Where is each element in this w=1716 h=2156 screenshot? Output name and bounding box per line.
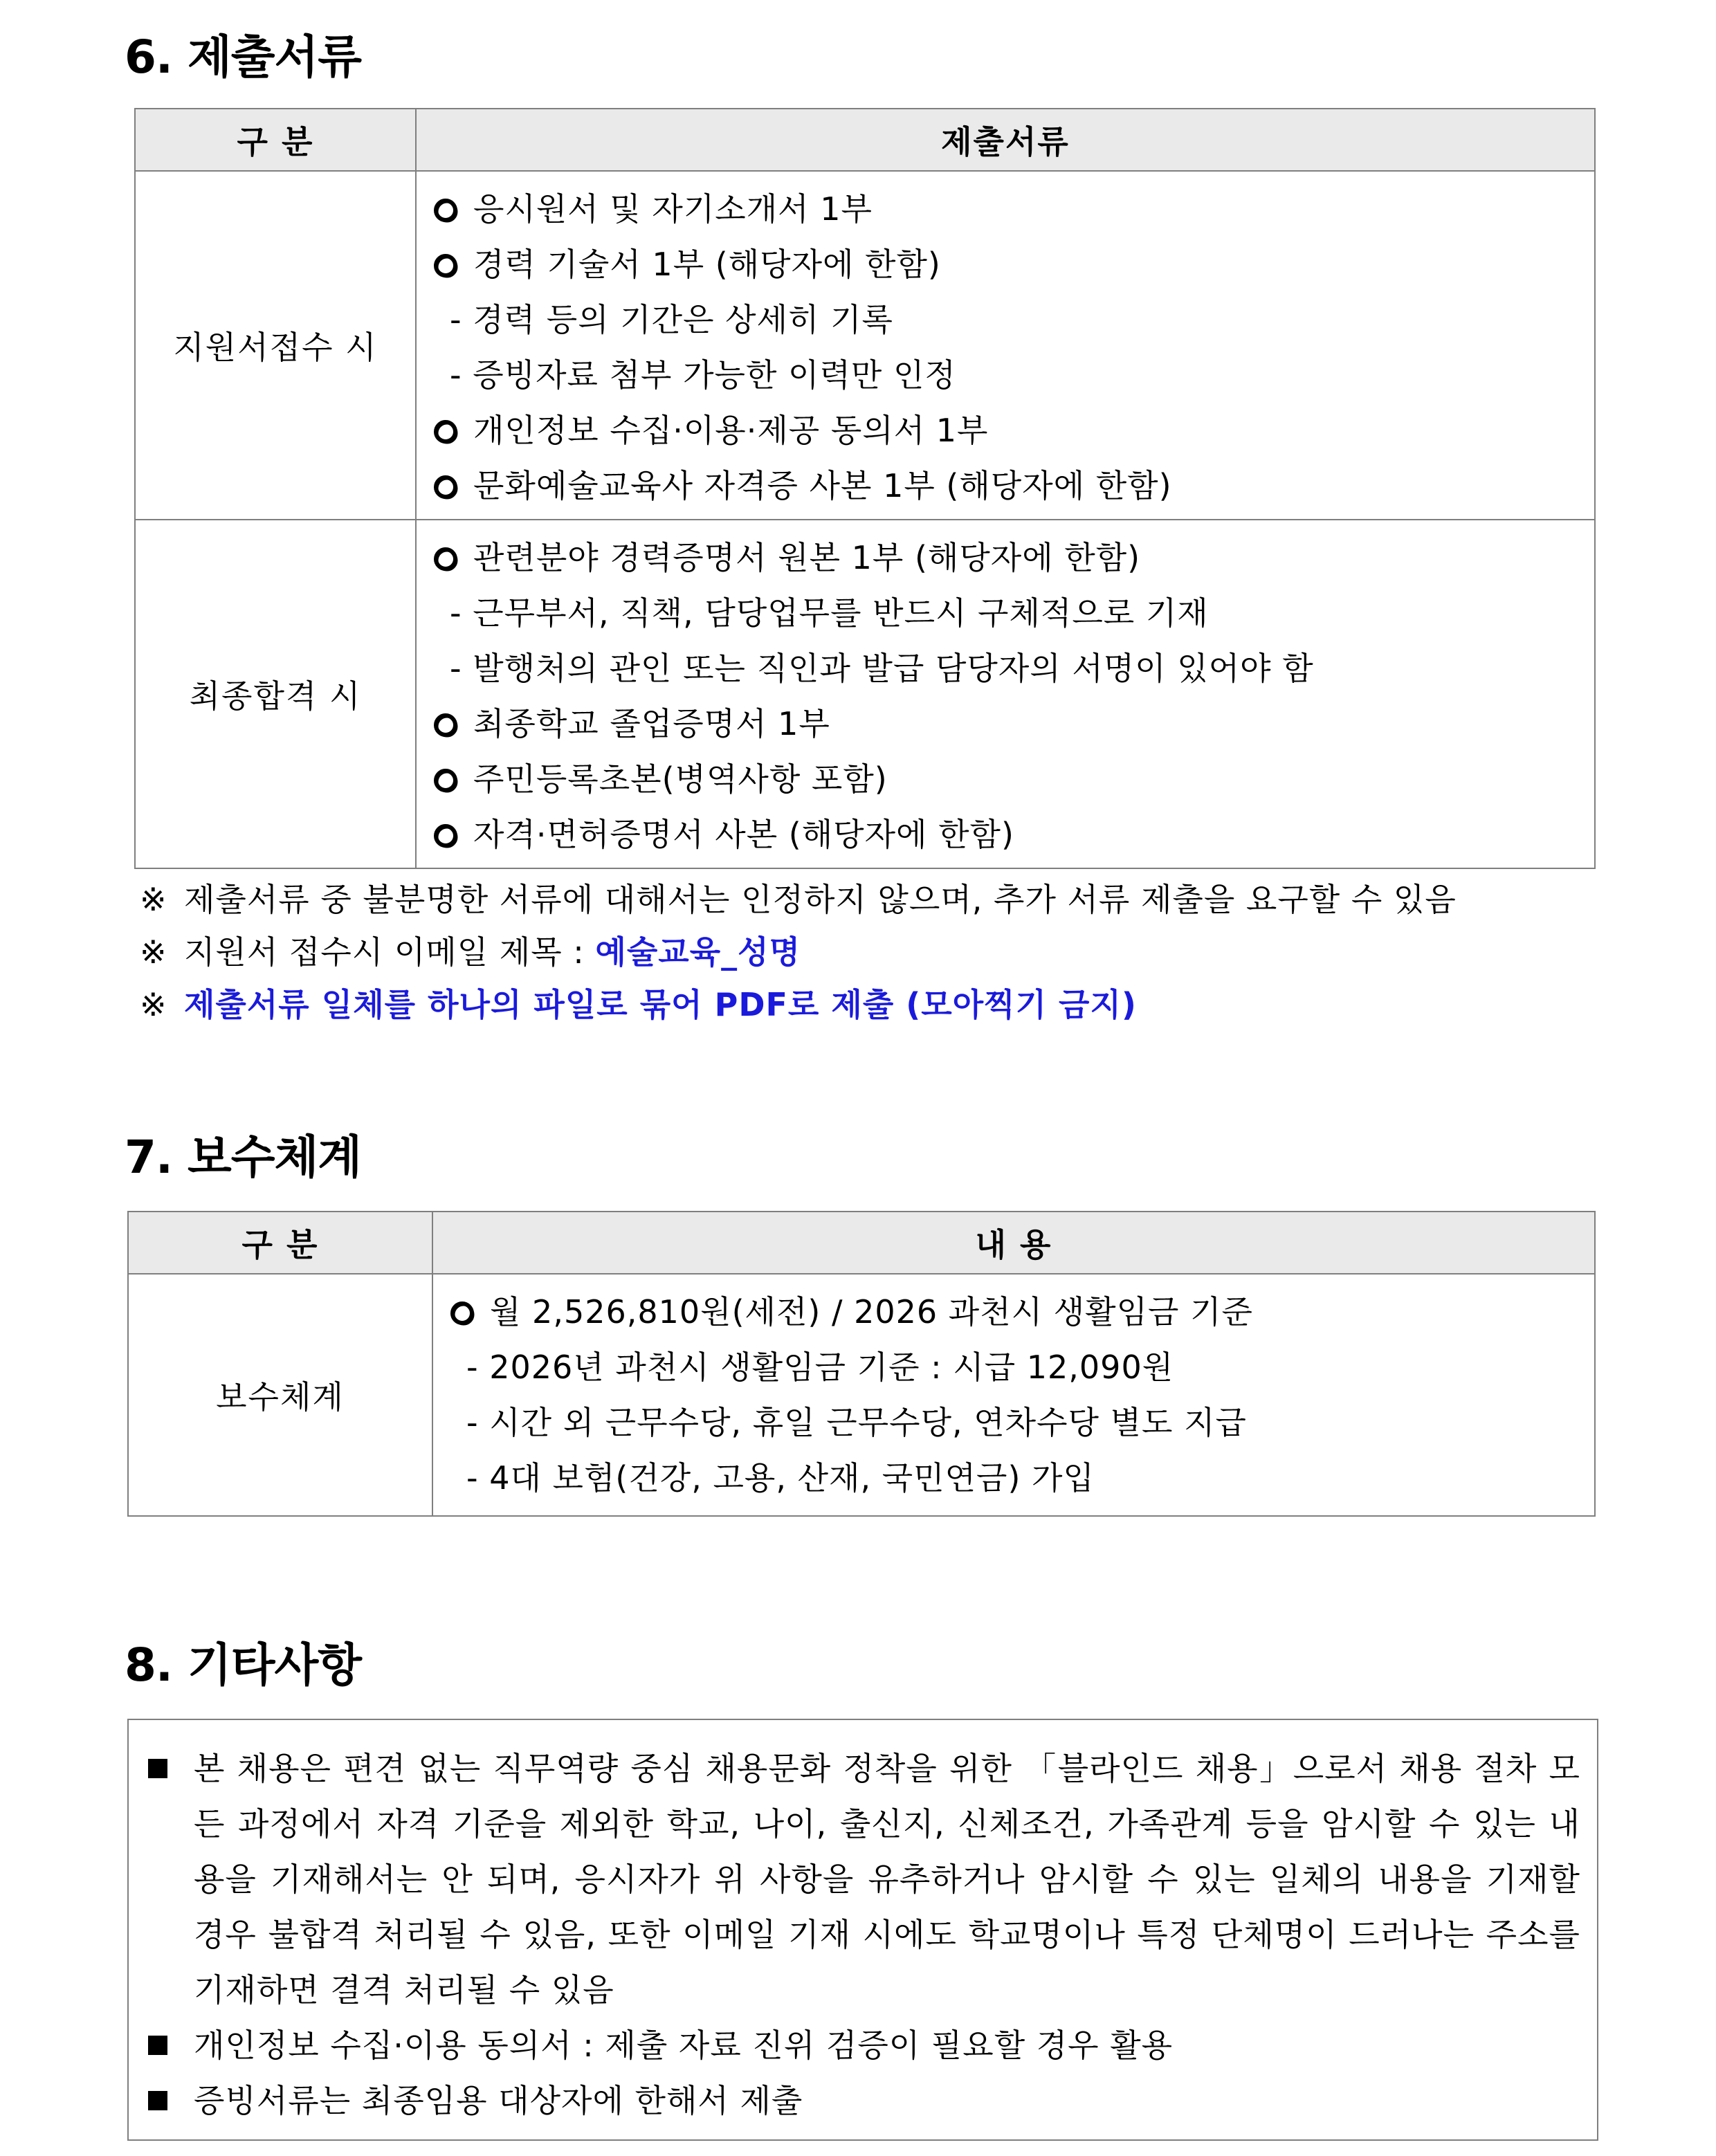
list-subitem: - 시간 외 근무수당, 휴일 근무수당, 연차수당 별도 지급 [466, 1404, 1247, 1441]
table-row [135, 171, 1595, 520]
salary-table [127, 1211, 1596, 1517]
circle-bullet-icon [433, 547, 458, 572]
list-item: 개인정보 수집·이용 동의서 : 제출 자료 진위 검증이 필요할 경우 활용 [145, 2018, 1580, 2073]
row-label-salary: 보수체계 [128, 1274, 432, 1516]
row-label-final: 최종합격 시 [135, 520, 416, 868]
list-item: 월 2,526,810원(세전) / 2026 과천시 생활임금 기준 [450, 1284, 1578, 1340]
list-subitem: - 발행처의 관인 또는 직인과 발급 담당자의 서명이 있어야 함 [450, 650, 1314, 687]
row-content-application [416, 171, 1595, 520]
circle-bullet-icon [450, 1301, 475, 1326]
table-row [135, 520, 1595, 868]
circle-bullet-icon [433, 768, 458, 793]
list-item: 자격·면허증명서 사본 (해당자에 한함) [433, 807, 1578, 862]
list-item: 관련분야 경력증명서 원본 1부 (해당자에 한함) [433, 530, 1578, 585]
list-subitem: - 4대 보험(건강, 고용, 산재, 국민연금) 가입 [466, 1459, 1095, 1497]
list-subitem: - 경력 등의 기간은 상세히 기록 [450, 301, 893, 338]
circle-bullet-icon [433, 198, 458, 223]
other-notes-box [127, 1719, 1598, 2141]
list-subitem: - 증빙자료 첨부 가능한 이력만 인정 [450, 356, 956, 394]
list-item: 경력 기술서 1부 (해당자에 한함) [433, 237, 1578, 292]
note-1: ※ 제출서류 중 불분명한 서류에 대해서는 인정하지 않으며, 추가 서류 제출을 요구할 수 있음 [140, 881, 1457, 918]
circle-bullet-icon [433, 419, 458, 444]
list-item: 응시원서 및 자기소개서 1부 [433, 181, 1578, 237]
circle-bullet-icon [433, 253, 458, 278]
row-content-final [416, 520, 1595, 868]
square-bullet-icon [145, 1741, 194, 2018]
list-subitem: - 2026년 과천시 생활임금 기준 : 시급 12,090원 [466, 1349, 1174, 1386]
list-item: 증빙서류는 최종임용 대상자에 한해서 제출 [145, 2073, 1580, 2128]
list-item: 본 채용은 편견 없는 직무역량 중심 채용문화 정착을 위한 「블라인드 채용」으로서 채용 절차 모든 과정에서 자격 기준을 제외한 학교, 나이, 출신지, 신체조건, 가족관계 등을 암시할 수 있는 내용을 기재해서는 안 되며, 응시자가 위 사항을 유추하거나 암시할 수 있는 일체의 내용을 기재할 경우 불합격 처리될 수 있음, 또한 이메일 기재 시에도 학교명이나 특정 단체명이 드러나는 주소를 기재하면 결격 처리될 수 있음 [145, 1741, 1580, 2018]
table-row [128, 1274, 1595, 1516]
section-6-title: 6. 제출서류 [125, 30, 361, 84]
list-item: 개인정보 수집·이용·제공 동의서 1부 [433, 403, 1578, 458]
circle-bullet-icon [433, 713, 458, 738]
notes [140, 873, 1457, 1031]
note-3: ※ 제출서류 일체를 하나의 파일로 묶어 PDF로 제출 (모아찍기 금지) [140, 986, 1137, 1023]
circle-bullet-icon [433, 475, 458, 500]
list-item: 문화예술교육사 자격증 사본 1부 (해당자에 한함) [433, 458, 1578, 513]
circle-bullet-icon [433, 823, 458, 848]
documents-table-header [135, 109, 1595, 171]
email-subject-format: 예술교육_성명 [595, 933, 801, 971]
square-bullet-icon [145, 2018, 194, 2073]
section-8-title: 8. 기타사항 [125, 1638, 361, 1692]
salary-table-header [128, 1212, 1595, 1274]
list-item: 최종학교 졸업증명서 1부 [433, 696, 1578, 751]
header-content: 내 용 [432, 1212, 1595, 1274]
list-item: 주민등록초본(병역사항 포함) [433, 751, 1578, 807]
row-content-salary [432, 1274, 1595, 1516]
row-label-application: 지원서접수 시 [135, 171, 416, 520]
list-subitem: - 근무부서, 직책, 담당업무를 반드시 구체적으로 기재 [450, 594, 1209, 632]
header-documents: 제출서류 [416, 109, 1595, 171]
note-2: ※ 지원서 접수시 이메일 제목 : 예술교육_성명 [140, 933, 801, 971]
header-category: 구 분 [135, 109, 416, 171]
square-bullet-icon [145, 2073, 194, 2128]
section-7-title: 7. 보수체계 [125, 1131, 361, 1184]
documents-table [134, 108, 1596, 869]
header-category: 구 분 [128, 1212, 432, 1274]
